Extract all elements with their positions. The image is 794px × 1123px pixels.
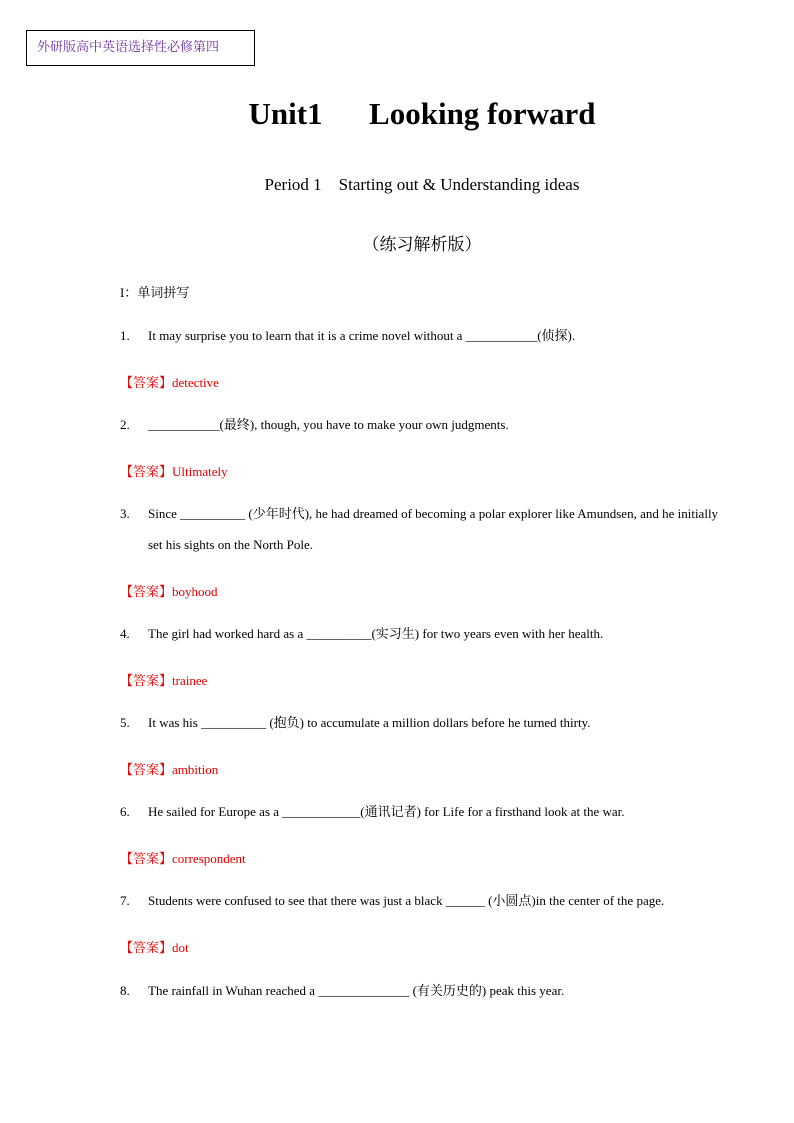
section-heading: I：单词拼写: [120, 285, 190, 300]
question-item: [120, 320, 730, 351]
question-number: 4.: [120, 626, 130, 641]
answer-line: [120, 759, 218, 778]
answer-prefix: 【答案】: [120, 851, 173, 866]
answer-line: [120, 670, 207, 689]
page-title: Unit1 Looking forward: [248, 96, 596, 131]
answer-line: [120, 848, 246, 867]
question-item: [120, 975, 730, 1006]
header-tag: 外研版高中英语选择性必修第四: [26, 30, 255, 66]
question-item: [120, 498, 730, 560]
answer-text: correspondent: [172, 851, 246, 866]
question-number: 6.: [120, 804, 130, 819]
question-text: He sailed for Europe as a ____________(通讯记者) for Life for a firsthand look at the war.: [148, 804, 625, 819]
answer-text: ambition: [172, 762, 219, 777]
page-subtitle: Period 1 Starting out & Understanding ideas: [264, 175, 580, 194]
question-text: It was his __________ (抱负) to accumulate a million dollars before he turned thirty.: [148, 715, 591, 730]
question-number: 3.: [120, 506, 130, 521]
answer-prefix: 【答案】: [120, 762, 173, 777]
question-item: [120, 707, 730, 738]
question-text: Since __________ (少年时代), he had dreamed of becoming a polar explorer like Amundsen, and he initially set his sights on the North Pole.: [148, 506, 719, 552]
question-number: 7.: [120, 893, 130, 908]
question-number: 2.: [120, 417, 130, 432]
question-number: 1.: [120, 328, 130, 343]
answer-text: boyhood: [172, 584, 218, 599]
answer-prefix: 【答案】: [120, 673, 173, 688]
question-item: [120, 409, 730, 440]
question-number: 8.: [120, 983, 130, 998]
question-text: The rainfall in Wuhan reached a ______________ (有关历史的) peak this year.: [148, 983, 565, 998]
question-item: [120, 885, 730, 916]
question-text: It may surprise you to learn that it is a crime novel without a ___________(侦探).: [148, 328, 576, 343]
edition-label: （练习解析版）: [362, 235, 482, 255]
question-item: [120, 618, 730, 649]
answer-text: Ultimately: [172, 464, 228, 479]
question-text: ___________(最终), though, you have to make your own judgments.: [148, 417, 509, 432]
question-text: Students were confused to see that there was just a black ______ (小圆点)in the center of the page.: [148, 893, 665, 908]
answer-line: [120, 461, 228, 480]
question-number: 5.: [120, 715, 130, 730]
answer-text: detective: [172, 375, 219, 390]
question-item: [120, 796, 730, 827]
answer-text: dot: [172, 940, 189, 955]
answer-line: [120, 581, 218, 600]
answer-line: [120, 937, 189, 956]
answer-prefix: 【答案】: [120, 375, 173, 390]
answer-text: trainee: [172, 673, 208, 688]
answer-prefix: 【答案】: [120, 940, 173, 955]
question-text: The girl had worked hard as a __________(实习生) for two years even with her health.: [148, 626, 604, 641]
answer-line: [120, 372, 219, 391]
answer-prefix: 【答案】: [120, 464, 173, 479]
answer-prefix: 【答案】: [120, 584, 173, 599]
